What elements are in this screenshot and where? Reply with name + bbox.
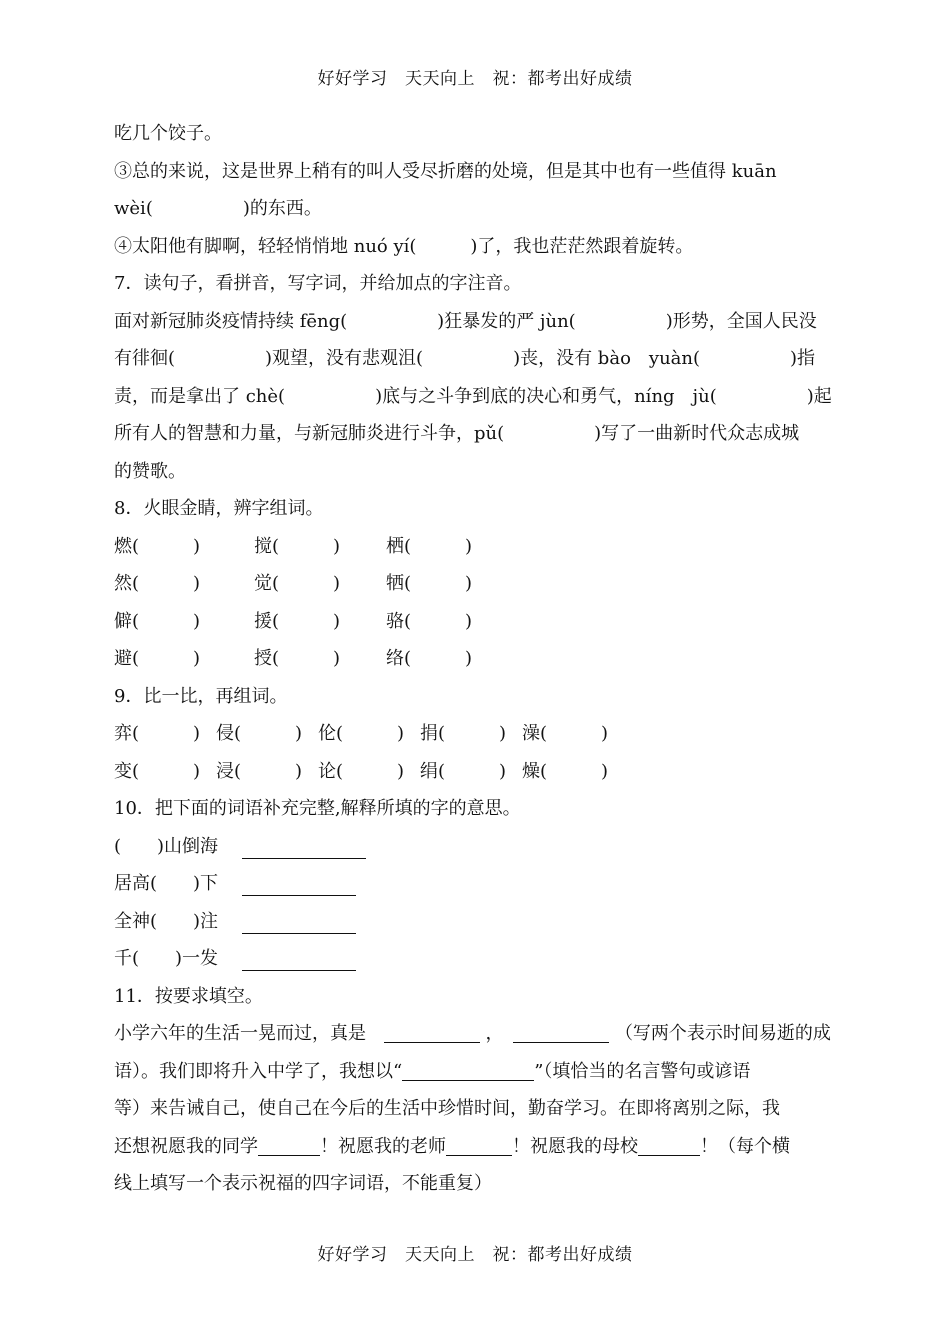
- q9-cell[interactable]: 伦( ): [318, 723, 405, 744]
- q8-cell[interactable]: 骆( ): [386, 610, 473, 632]
- q7-line-2: 有徘徊( )观望，没有悲观沮( )丧，没有 bào yuàn( )指: [114, 348, 816, 369]
- q9-cell[interactable]: 弈( ): [114, 723, 201, 744]
- page-footer: 好好学习 天天向上 祝：都考出好成绩: [317, 1245, 633, 1265]
- q11-blank-idiom-2[interactable]: [513, 1020, 609, 1043]
- q8-cell[interactable]: 授( ): [254, 648, 341, 669]
- q9-cell[interactable]: 侵( ): [216, 723, 303, 744]
- q8-row: [114, 640, 834, 678]
- q10-idiom[interactable]: 千( )一发: [114, 948, 219, 969]
- q8-row: [114, 565, 834, 603]
- q8-cell[interactable]: 栖( ): [386, 535, 473, 557]
- q6-line-1: 吃几个饺子。: [114, 123, 222, 144]
- q11-text: ！祝愿我的老师: [320, 1135, 446, 1157]
- q8-cell[interactable]: 搅( ): [254, 535, 341, 557]
- q10-item: [114, 828, 834, 866]
- q11-line-3: 等）来告诫自己，使自己在今后的生活中珍惜时间，勤奋学习。在即将离别之际，我: [114, 1098, 780, 1119]
- q9-cell[interactable]: 论( ): [318, 760, 405, 782]
- q11-text: 还想祝愿我的同学: [114, 1135, 258, 1157]
- q7-line-3: 责，而是拿出了 chè( )底与之斗争到底的决心和勇气，níng jù( )起: [114, 385, 832, 407]
- q9-cell[interactable]: 变( ): [114, 760, 201, 782]
- q11-line-2: [114, 1053, 834, 1091]
- q8-cell[interactable]: 觉( ): [254, 573, 341, 594]
- q8-cell[interactable]: 僻( ): [114, 610, 201, 632]
- q11-title: 11．按要求填空。: [114, 985, 263, 1007]
- q10-answer-line[interactable]: [242, 836, 366, 859]
- q6-line-3: wèi( )的东西。: [114, 198, 322, 219]
- q11-text: ”（填恰当的名言警句或谚语: [534, 1060, 751, 1082]
- q10-idiom[interactable]: 居高( )下: [114, 873, 219, 894]
- q11-blank-classmates[interactable]: [258, 1133, 320, 1156]
- q11-text: 小学六年的生活一晃而过，真是: [114, 1023, 366, 1044]
- q9-row: [114, 753, 834, 791]
- q7-title: 7．读句子，看拼音，写字词，并给加点的字注音。: [114, 273, 522, 294]
- q10-answer-line[interactable]: [242, 873, 356, 896]
- q11-line-5: 线上填写一个表示祝福的四字词语，不能重复）: [114, 1173, 492, 1194]
- page-header: 好好学习 天天向上 祝：都考出好成绩: [317, 69, 633, 89]
- worksheet-body: [114, 115, 834, 1203]
- q11-text: （写两个表示时间易逝的成: [614, 1023, 831, 1044]
- q9-row: [114, 715, 834, 753]
- q10-item: [114, 940, 834, 978]
- q9-cell[interactable]: 浸( ): [216, 760, 303, 782]
- q11-text: ，: [485, 1023, 504, 1044]
- q8-cell[interactable]: 牺( ): [386, 573, 473, 594]
- q7-line-1: 面对新冠肺炎疫情持续 fēng( )狂暴发的严 jùn( )形势，全国人民没: [114, 310, 817, 332]
- q11-text: ！（每个横: [700, 1135, 790, 1157]
- q6-line-2: ③总的来说，这是世界上稍有的叫人受尽折磨的处境，但是其中也有一些值得 kuān: [114, 160, 777, 182]
- q11-text: ！祝愿我的母校: [512, 1135, 638, 1157]
- q11-blank-teacher[interactable]: [446, 1133, 512, 1156]
- q10-idiom[interactable]: 全神( )注: [114, 910, 219, 932]
- q8-cell[interactable]: 络( ): [386, 648, 473, 669]
- q9-cell[interactable]: 澡( ): [522, 723, 609, 744]
- q8-cell[interactable]: 燃( ): [114, 535, 201, 557]
- q11-line-4: [114, 1128, 834, 1166]
- q11-blank-idiom-1[interactable]: [384, 1020, 480, 1043]
- q8-row: [114, 603, 834, 641]
- q10-title: 10．把下面的词语补充完整,解释所填的字的意思。: [114, 798, 521, 819]
- q6-line-4: ④太阳他有脚啊，轻轻悄悄地 nuó yí( )了，我也茫茫然跟着旋转。: [114, 235, 694, 257]
- q11-text: 语）。我们即将升入中学了，我想以“: [114, 1060, 403, 1082]
- q8-title: 8．火眼金睛，辨字组词。: [114, 498, 324, 519]
- q8-cell[interactable]: 避( ): [114, 648, 201, 669]
- q8-row: [114, 528, 834, 566]
- q10-answer-line[interactable]: [242, 948, 356, 971]
- q11-blank-quote[interactable]: [402, 1058, 534, 1081]
- q10-idiom[interactable]: ( )山倒海: [114, 835, 219, 857]
- q11-blank-school[interactable]: [638, 1133, 700, 1156]
- q9-title: 9．比一比，再组词。: [114, 685, 288, 707]
- q8-cell[interactable]: 援( ): [254, 610, 341, 632]
- q9-cell[interactable]: 绢( ): [420, 760, 507, 782]
- q10-item: [114, 865, 834, 903]
- q7-line-4: 所有人的智慧和力量，与新冠肺炎进行斗争，pǔ( )写了一曲新时代众志成城: [114, 423, 800, 444]
- q10-item: [114, 903, 834, 941]
- q10-answer-line[interactable]: [242, 911, 356, 934]
- q9-cell[interactable]: 捐( ): [420, 723, 507, 744]
- q11-line-1: [114, 1015, 834, 1053]
- q9-cell[interactable]: 燥( ): [522, 760, 609, 782]
- q8-cell[interactable]: 然( ): [114, 573, 201, 594]
- q7-line-5: 的赞歌。: [114, 460, 186, 482]
